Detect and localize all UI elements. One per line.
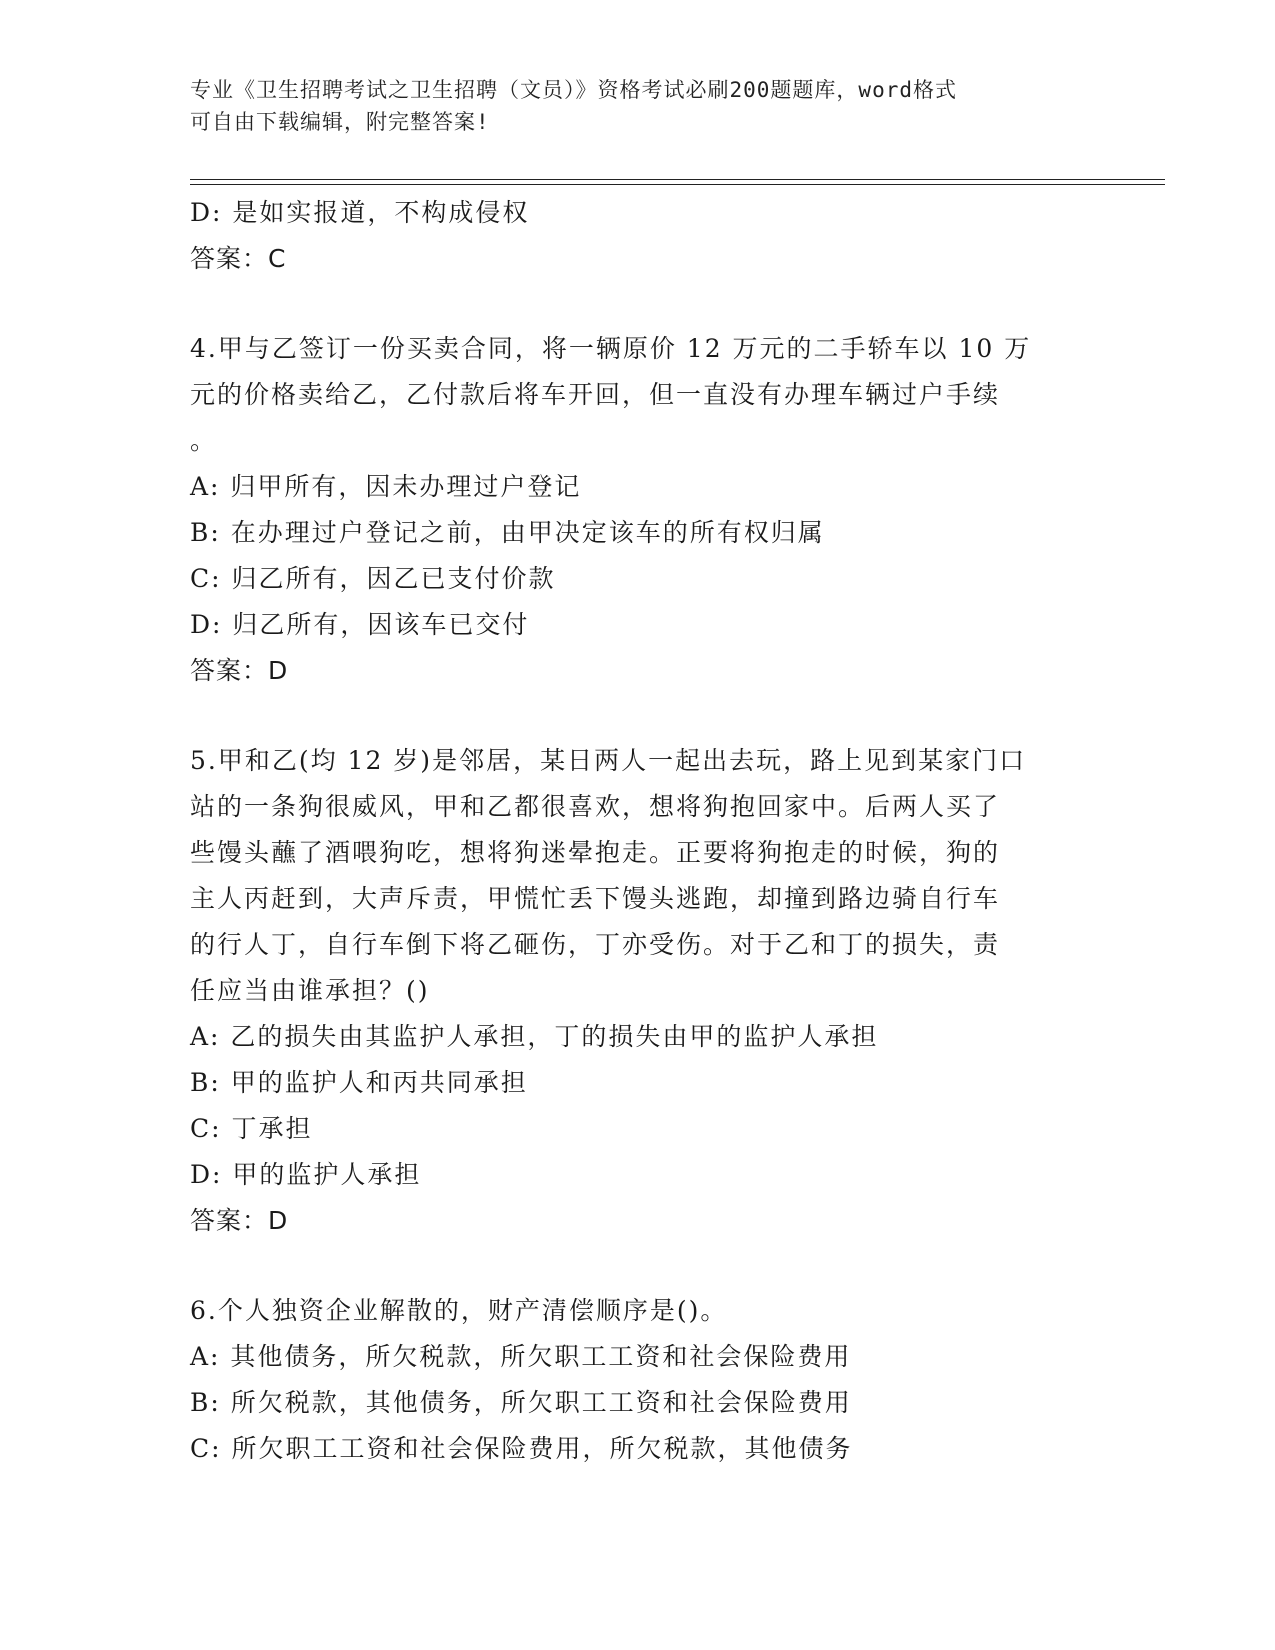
answer-label: 答案：C xyxy=(190,244,287,273)
stem-line: 5.甲和乙(均 12 岁)是邻居，某日两人一起出去玩，路上见到某家门口 xyxy=(190,746,1027,775)
option-c: C: 归乙所有，因乙已支付价款 xyxy=(190,564,556,593)
question-6 xyxy=(190,1288,1090,1472)
option-a: A: 乙的损失由其监护人承担，丁的损失由甲的监护人承担 xyxy=(190,1022,879,1051)
stem-line: 。 xyxy=(190,426,218,455)
option-d: D: 归乙所有，因该车已交付 xyxy=(190,610,530,639)
stem-line: 主人丙赶到，大声斥责，甲慌忙丢下馒头逃跑，却撞到路边骑自行车 xyxy=(190,884,1001,913)
header-title-line-1: 专业《卫生招聘考试之卫生招聘（文员）》资格考试必刷200题题库，word格式 xyxy=(190,78,957,102)
option-a: A: 其他债务，所欠税款，所欠职工工资和社会保险费用 xyxy=(190,1342,852,1371)
answer-label: 答案：D xyxy=(190,656,289,685)
stem-line: 的行人丁，自行车倒下将乙砸伤，丁亦受伤。对于乙和丁的损失，责 xyxy=(190,930,1001,959)
stem-line: 元的价格卖给乙，乙付款后将车开回，但一直没有办理车辆过户手续 xyxy=(190,380,1001,409)
question-stem xyxy=(190,326,1090,464)
option-d: D: 甲的监护人承担 xyxy=(190,1160,422,1189)
question-3-continuation xyxy=(190,190,1090,282)
stem-line: 4.甲与乙签订一份买卖合同，将一辆原价 12 万元的二手轿车以 10 万 xyxy=(190,334,1032,363)
answer-label: 答案：D xyxy=(190,1206,289,1235)
option-d: D: 是如实报道，不构成侵权 xyxy=(190,198,530,227)
document-header xyxy=(190,74,1090,138)
question-4 xyxy=(190,326,1090,694)
option-c: C: 所欠职工工资和社会保险费用，所欠税款，其他债务 xyxy=(190,1434,853,1463)
document-body xyxy=(190,190,1090,1472)
option-c: C: 丁承担 xyxy=(190,1114,313,1143)
question-stem xyxy=(190,738,1090,1014)
option-b: B: 所欠税款，其他债务，所欠职工工资和社会保险费用 xyxy=(190,1388,852,1417)
option-b: B: 甲的监护人和丙共同承担 xyxy=(190,1068,528,1097)
question-5 xyxy=(190,738,1090,1244)
stem-line: 些馒头蘸了酒喂狗吃，想将狗迷晕抱走。正要将狗抱走的时候，狗的 xyxy=(190,838,1001,867)
question-stem xyxy=(190,1288,1090,1334)
option-a: A: 归甲所有，因未办理过户登记 xyxy=(190,472,582,501)
stem-line: 站的一条狗很威风，甲和乙都很喜欢，想将狗抱回家中。后两人买了 xyxy=(190,792,1001,821)
header-divider-top xyxy=(190,179,1165,180)
header-title-line-2: 可自由下载编辑，附完整答案! xyxy=(190,110,490,134)
option-b: B: 在办理过户登记之前，由甲决定该车的所有权归属 xyxy=(190,518,825,547)
stem-line: 6.个人独资企业解散的，财产清偿顺序是()。 xyxy=(190,1296,728,1325)
stem-line: 任应当由谁承担？() xyxy=(190,976,430,1005)
header-divider-bottom xyxy=(190,184,1165,185)
